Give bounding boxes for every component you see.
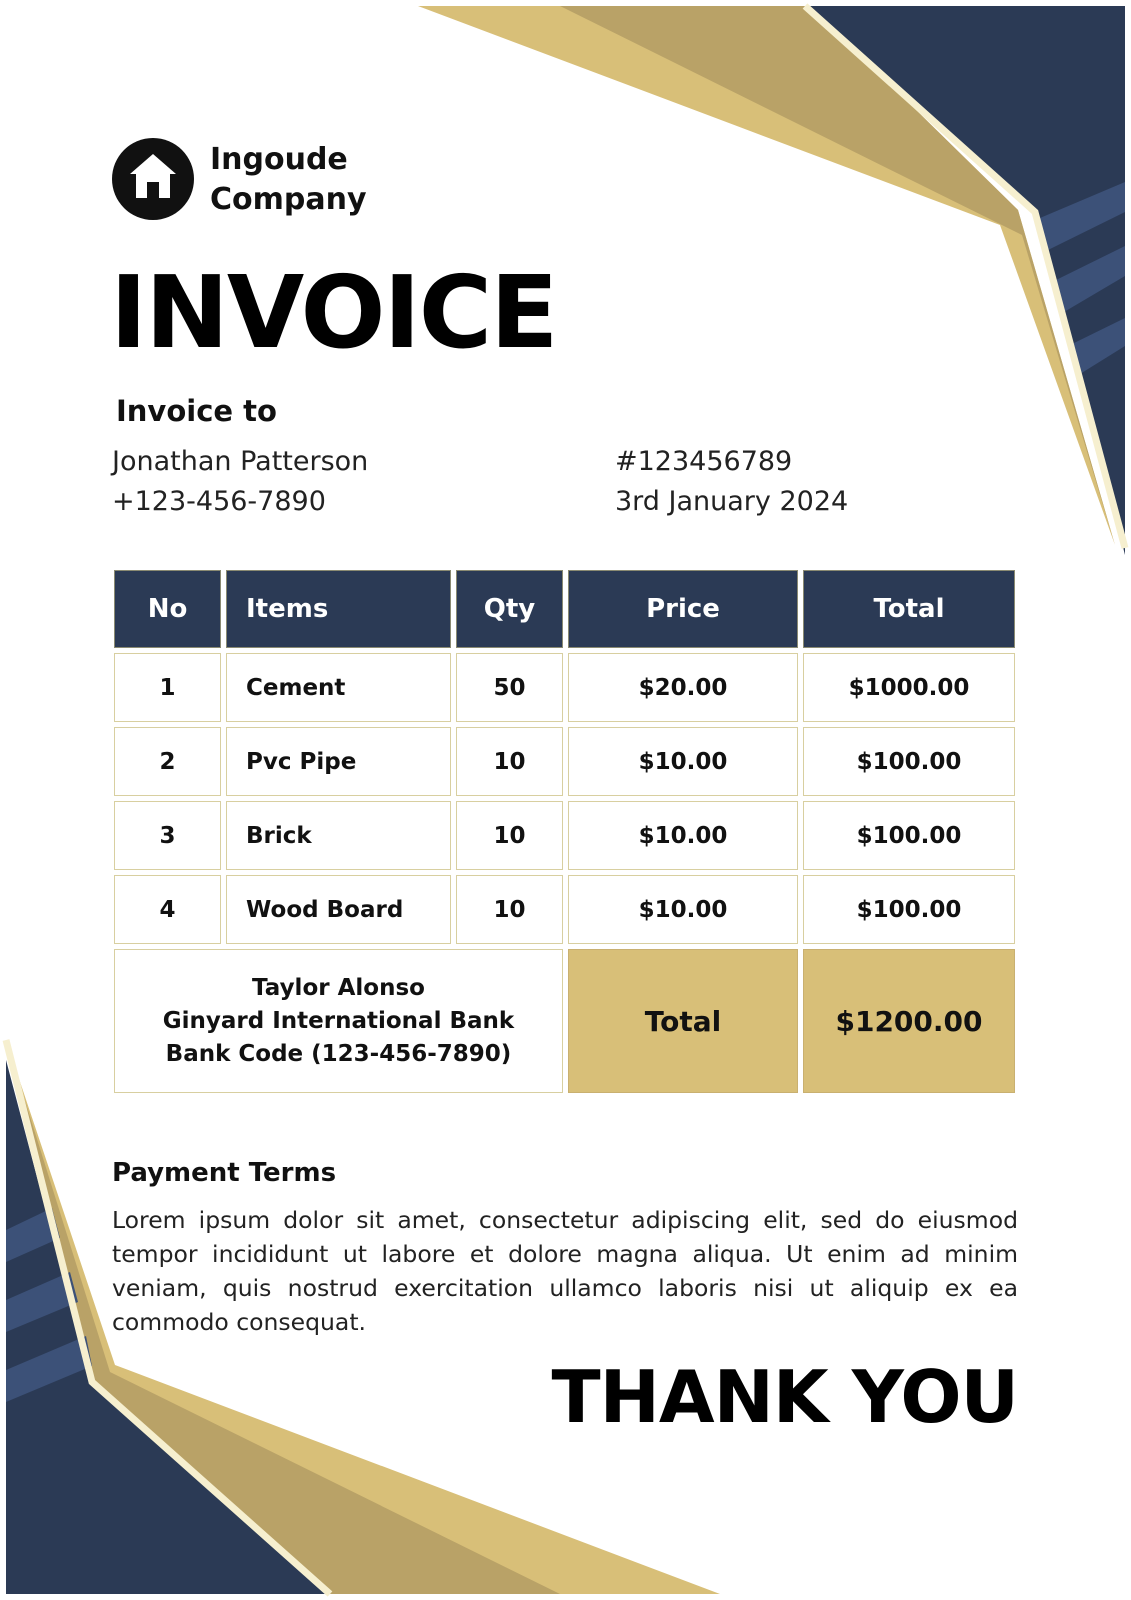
client-phone: +123-456-7890 <box>112 486 326 517</box>
table-row <box>114 653 1015 722</box>
header-total: Total <box>803 570 1015 648</box>
row-price: $10.00 <box>568 727 798 796</box>
row-item: Wood Board <box>226 875 451 944</box>
invoice-date: 3rd January 2024 <box>615 486 849 517</box>
invoice-to-label: Invoice to <box>116 394 277 428</box>
grand-total-value: $1200.00 <box>803 949 1015 1093</box>
bank-name: Ginyard International Bank <box>162 1007 515 1034</box>
house-icon <box>112 138 194 220</box>
row-no: 1 <box>114 653 221 722</box>
row-no: 2 <box>114 727 221 796</box>
row-qty: 10 <box>456 875 563 944</box>
row-total: $100.00 <box>803 727 1015 796</box>
row-price: $10.00 <box>568 801 798 870</box>
page-title: INVOICE <box>110 254 557 371</box>
row-item: Brick <box>226 801 451 870</box>
header-price: Price <box>568 570 798 648</box>
bank-code: Bank Code (123-456-7890) <box>165 1040 512 1067</box>
header-items: Items <box>226 570 451 648</box>
row-qty: 10 <box>456 727 563 796</box>
thank-you-text: THANK YOU <box>551 1355 1018 1439</box>
payment-terms-text: Lorem ipsum dolor sit amet, consectetur adipiscing elit, sed do eiusmod tempor incididunt ut labore et dolore magna aliqua. Ut enim ad minim veniam, quis nostrud exercitation ullamco laboris nisi ut aliquip ex ea commodo consequat. <box>112 1206 1018 1336</box>
row-item: Pvc Pipe <box>226 727 451 796</box>
row-total: $100.00 <box>803 875 1015 944</box>
grand-total-label: Total <box>568 949 798 1093</box>
client-name: Jonathan Patterson <box>112 446 369 477</box>
payment-terms-label: Payment Terms <box>112 1158 337 1188</box>
bank-account-name: Taylor Alonso <box>252 974 425 1001</box>
row-price: $10.00 <box>568 875 798 944</box>
table-summary-row <box>114 949 1015 1093</box>
row-no: 4 <box>114 875 221 944</box>
row-total: $100.00 <box>803 801 1015 870</box>
invoice-table <box>109 565 1020 1098</box>
header-no: No <box>114 570 221 648</box>
header-qty: Qty <box>456 570 563 648</box>
table-header-row <box>114 570 1015 648</box>
row-no: 3 <box>114 801 221 870</box>
row-total: $1000.00 <box>803 653 1015 722</box>
row-qty: 50 <box>456 653 563 722</box>
row-price: $20.00 <box>568 653 798 722</box>
company-name-line1: Ingoude <box>210 142 348 177</box>
row-item: Cement <box>226 653 451 722</box>
company-name-line2: Company <box>210 182 367 217</box>
table-row <box>114 801 1015 870</box>
table-row <box>114 727 1015 796</box>
table-row <box>114 875 1015 944</box>
invoice-number: #123456789 <box>615 446 793 477</box>
row-qty: 10 <box>456 801 563 870</box>
company-name <box>210 140 367 220</box>
bank-details <box>114 949 563 1093</box>
